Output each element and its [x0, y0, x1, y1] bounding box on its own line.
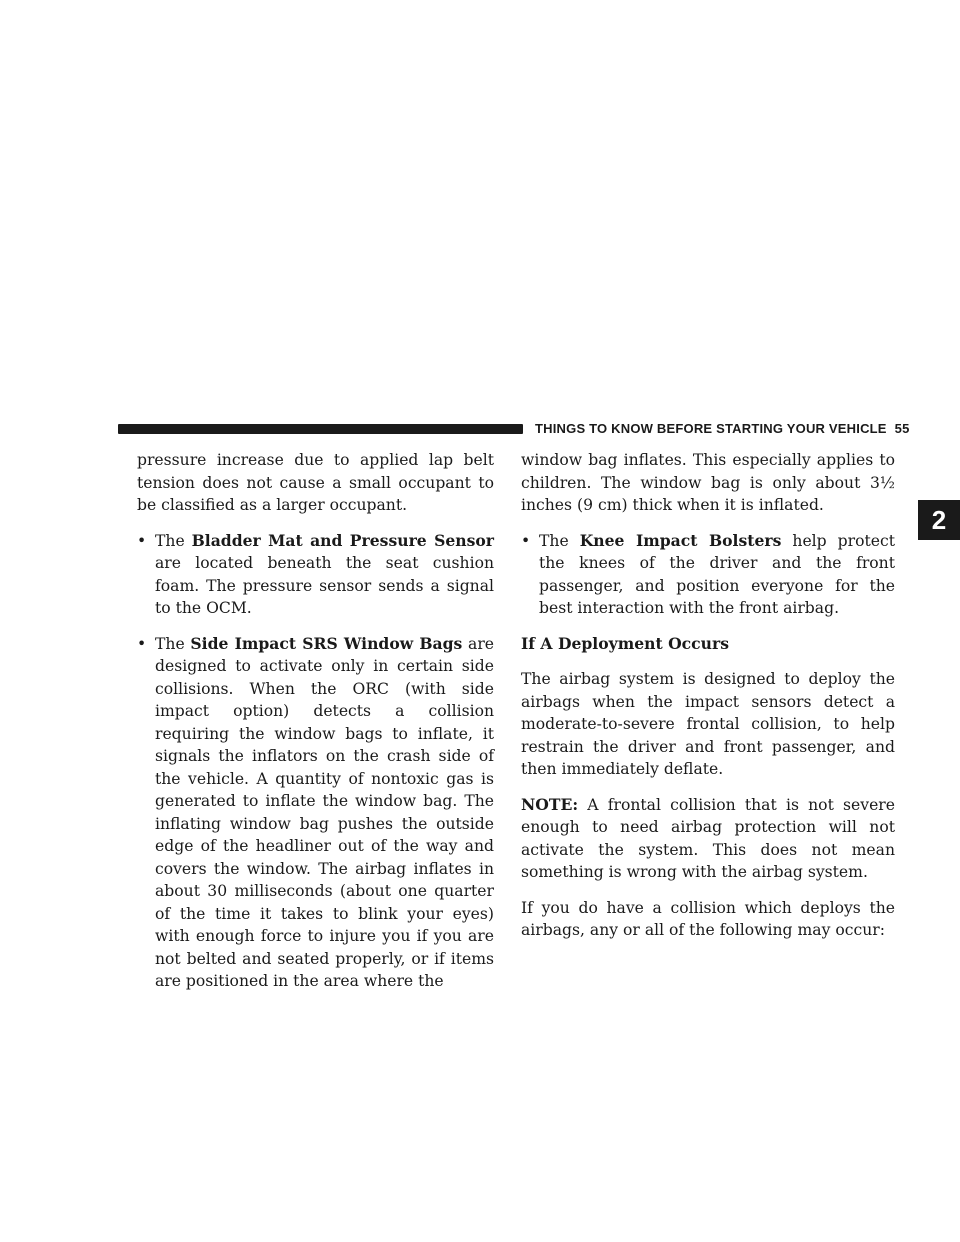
left-column: [137, 449, 494, 1006]
bullet-prefix: The: [539, 531, 580, 550]
bullet-icon: •: [137, 634, 147, 653]
bullet-text: are designed to activate only in certain side collisions. When the ORC (with side impact option) detects a collision requiring the window bags to inflate, it signals the inflators on the crash side of the vehicle. A quantity of nontoxic gas is generated to inflate the window bag. The inflating window bag pushes the outside edge of the headliner out of the way and covers the window. The airbag inflates in about 30 milliseconds (about one quarter of the time it takes to blink your eyes) with enough force to injure you if you are not belted and seated properly, or if items are positioned in the area where the: [155, 634, 495, 990]
bullet-prefix: The: [155, 634, 191, 653]
bullet-term: Bladder Mat and Pressure Sensor: [191, 530, 494, 550]
bullet-bladder-mat: [137, 530, 494, 620]
section-heading: If A Deployment Occurs: [521, 633, 729, 653]
page-number: 55: [894, 421, 910, 436]
deployment-paragraph: The airbag system is designed to deploy the airbags when the impact sensors detect a moderate-to-severe frontal collision, to help restrain the driver and front passenger, and then immediately deflate.: [521, 670, 895, 778]
header-rule: [118, 424, 523, 434]
bullet-term: Side Impact SRS Window Bags: [190, 633, 463, 653]
right-column: [521, 449, 895, 955]
bullet-knee-bolsters: [521, 530, 895, 620]
bullet-icon: •: [521, 531, 531, 550]
note-label: NOTE:: [521, 794, 579, 814]
continuation-paragraph: pressure increase due to applied lap belt tension does not cause a small occupant to be classified as a larger occupant.: [137, 451, 494, 514]
section-title: THINGS TO KNOW BEFORE STARTING YOUR VEHICLE: [535, 421, 887, 436]
collision-paragraph: If you do have a collision which deploys the airbags, any or all of the following may occur:: [521, 898, 895, 939]
note-text: A frontal collision that is not severe enough to need airbag protection will not activate the system. This does not mean something is wrong with the airbag system.: [521, 795, 895, 881]
bullet-term: Knee Impact Bolsters: [579, 530, 782, 550]
note-paragraph: [521, 794, 895, 884]
continuation-paragraph: window bag inflates. This especially applies to children. The window bag is only about 3½ inches (9 cm) thick when it is inflated.: [521, 451, 895, 514]
bullet-side-impact: [137, 633, 494, 993]
chapter-tab: 2: [918, 500, 960, 540]
bullet-text: help protect the knees of the driver and the front passenger, and position everyone for the best interaction with the front airbag.: [539, 531, 895, 617]
bullet-icon: •: [137, 531, 147, 550]
bullet-prefix: The: [155, 531, 192, 550]
running-header: [535, 421, 910, 436]
bullet-text: are located beneath the seat cushion foam. The pressure sensor sends a signal to the OCM.: [155, 554, 494, 617]
